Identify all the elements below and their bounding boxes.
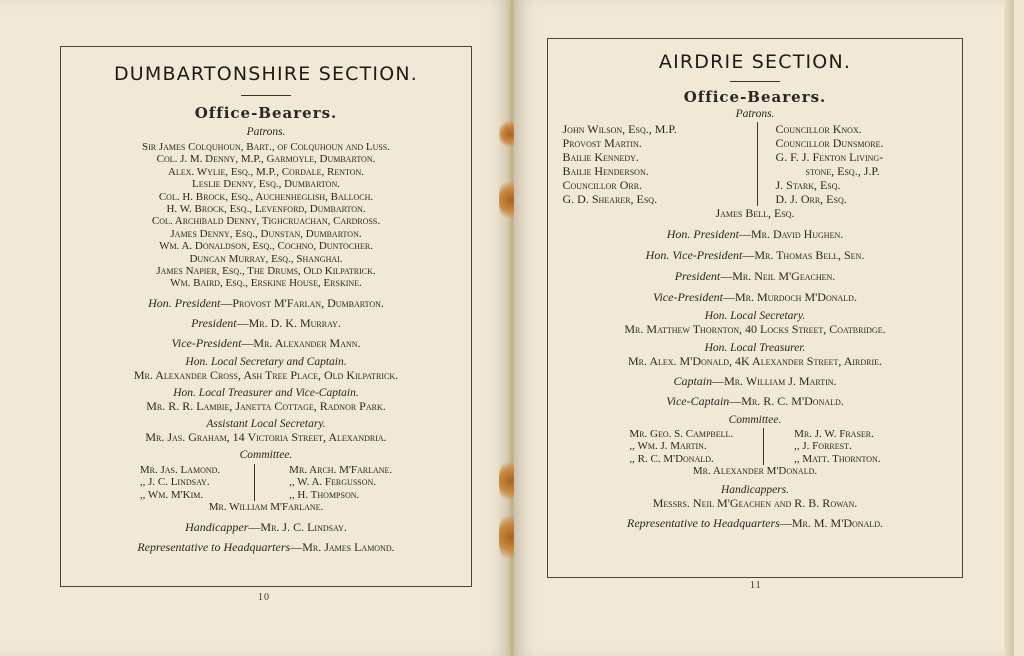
- role-label: Representative to Headquarters: [626, 515, 780, 530]
- committee-member: ,, Wm. M'Kim.: [139, 488, 204, 501]
- role-holder: —Mr. James Lamond.: [290, 539, 395, 554]
- role-holder: —Mr. M. M'Donald.: [779, 515, 884, 530]
- role-holder: —Mr. Murdoch M'Donald.: [723, 290, 857, 304]
- handicappers: Messrs. Neil M'Geachen and R. B. Rowan.: [652, 495, 858, 510]
- committee-columns: [61, 464, 471, 501]
- representative-line: [61, 540, 471, 554]
- committee-left-column: [140, 464, 220, 501]
- patron: Leslie Denny, Esq., Dumbarton.: [192, 178, 340, 191]
- hon-vice-president-line: [548, 248, 962, 262]
- committee-columns: [548, 428, 962, 465]
- hon-treasurer: Mr. R. R. Lambie, Janetta Cottage, Radnor Park.: [146, 398, 386, 413]
- patron: Sir James Colquhoun, Bart., of Colquhoun and Luss.: [141, 141, 390, 153]
- role-holder: —Provost M'Farlan, Dumbarton.: [220, 295, 384, 310]
- role-label: President: [191, 315, 237, 330]
- role-holder: —Mr. R. C. M'Donald.: [729, 394, 844, 408]
- hon-secretary-heading: Hon. Local Secretary.: [704, 310, 806, 322]
- patron-continuation: stone, Esq., J.P.: [805, 164, 880, 178]
- role-label: Vice-President: [171, 335, 242, 350]
- page-number: 10: [258, 592, 270, 603]
- title-rule: [241, 95, 291, 96]
- page-number: 11: [750, 580, 762, 591]
- committee-member: ,, J. Forrest.: [794, 440, 852, 453]
- patrons-last: James Bell, Esq.: [715, 206, 795, 220]
- president-line: [548, 269, 962, 283]
- patron: Col. J. M. Denny, M.P., Garmoyle, Dumbarton.: [156, 153, 376, 166]
- patrons-left-column: [563, 122, 753, 206]
- patrons-heading: Patrons.: [246, 126, 286, 138]
- patron: Wm. Baird, Esq., Erskine House, Erskine.: [170, 277, 362, 290]
- committee-heading: Committee.: [728, 414, 782, 426]
- patron: J. Stark, Esq.: [775, 178, 841, 192]
- role-label: Hon. Vice-President: [645, 248, 743, 262]
- committee-member: Mr. Arch. M'Farlane.: [289, 463, 393, 476]
- committee-right-column: [289, 464, 392, 501]
- patron: Bailie Henderson.: [562, 164, 649, 178]
- column-divider: [254, 464, 255, 501]
- president-line: [61, 316, 471, 330]
- patron: G. D. Shearer, Esq.: [562, 192, 658, 206]
- committee-member: ,, J. C. Lindsay.: [139, 476, 210, 489]
- representative-line: [548, 516, 962, 530]
- hon-treasurer: Mr. Alex. M'Donald, 4K Alexander Street, Airdrie.: [627, 354, 883, 368]
- column-divider: [757, 122, 758, 206]
- section-title: DUMBARTONSHIRE SECTION.: [113, 63, 419, 85]
- patron: Alex. Wylie, Esq., M.P., Cordale, Renton.: [167, 165, 365, 178]
- patrons-columns: [548, 122, 962, 206]
- role-holder: —Mr. Neil M'Geachen.: [720, 269, 836, 283]
- role-label: President: [674, 269, 721, 283]
- committee-member: ,, H. Thompson.: [289, 488, 360, 501]
- role-label: Handicapper: [185, 519, 249, 534]
- hon-president-line: [548, 227, 962, 241]
- role-label: Captain: [673, 374, 713, 388]
- vice-captain-line: [548, 394, 962, 408]
- patron: D. J. Orr, Esq.: [775, 192, 847, 206]
- committee-member: Mr. J. W. Fraser.: [794, 428, 874, 440]
- hon-treasurer-heading: Hon. Local Treasurer and Vice-Captain.: [173, 386, 359, 399]
- patron: Councillor Dunsmore.: [775, 136, 884, 150]
- vice-president-line: [548, 290, 962, 304]
- role-label: Hon. President: [666, 227, 739, 241]
- committee-member: ,, W. A. Fergusson.: [289, 476, 377, 489]
- role-holder: —Mr. Thomas Bell, Sen.: [742, 248, 865, 262]
- committee-last-member: Mr. William M'Farlane.: [208, 501, 324, 514]
- left-page: [0, 0, 510, 656]
- committee-member: Mr. Geo. S. Campbell.: [629, 428, 734, 440]
- role-label: Representative to Headquarters: [137, 539, 291, 554]
- patron: Bailie Kennedy.: [562, 150, 639, 164]
- patron: Councillor Knox.: [775, 122, 862, 136]
- patron: James Denny, Esq., Dunstan, Dumbarton.: [170, 227, 362, 240]
- role-label: Vice-Captain: [666, 394, 730, 408]
- patron: James Napier, Esq., The Drums, Old Kilpatrick.: [156, 265, 376, 278]
- committee-right-column: [794, 428, 880, 465]
- page-edge: [1004, 0, 1014, 656]
- handicappers-heading: Handicappers.: [720, 483, 790, 496]
- role-label: Hon. President: [148, 295, 221, 310]
- patron: Col. Archibald Denny, Tighcruachan, Cardross.: [151, 215, 381, 228]
- patron: Col. H. Brock, Esq., Auchenheglish, Balloch.: [158, 190, 374, 203]
- hon-secretary: Mr. Matthew Thornton, 40 Locks Street, Coatbridge.: [624, 322, 886, 336]
- role-holder: —Mr. William J. Martin.: [712, 374, 837, 388]
- patron: Councillor Orr.: [562, 178, 643, 192]
- patron: John Wilson, Esq., M.P.: [562, 122, 677, 136]
- hon-secretary-heading: Hon. Local Secretary and Captain.: [185, 355, 347, 368]
- role-holder: —Mr. Alexander Mann.: [241, 335, 361, 350]
- asst-secretary-heading: Assistant Local Secretary.: [206, 417, 326, 430]
- patrons-list: [61, 141, 471, 290]
- committee-member: Mr. Jas. Lamond.: [139, 463, 221, 476]
- hon-treasurer-heading: Hon. Local Treasurer.: [704, 342, 806, 354]
- patron: H. W. Brock, Esq., Levenford, Dumbarton.: [166, 203, 366, 216]
- asst-secretary: Mr. Jas. Graham, 14 Victoria Street, Alexandria.: [145, 429, 387, 444]
- committee-member: ,, R. C. M'Donald.: [629, 452, 714, 465]
- committee-heading: Committee.: [239, 448, 293, 461]
- hon-secretary: Mr. Alexander Cross, Ash Tree Place, Old Kilpatrick.: [133, 367, 399, 382]
- vice-president-line: [61, 336, 471, 350]
- office-bearers-heading: Office-Bearers.: [683, 88, 827, 106]
- office-bearers-heading: Office-Bearers.: [194, 104, 338, 122]
- section-title: AIRDRIE SECTION.: [658, 51, 852, 73]
- patrons-right-column: [776, 122, 948, 206]
- patron: Provost Martin.: [562, 136, 642, 150]
- left-page-frame: [60, 46, 472, 587]
- title-rule: [730, 81, 780, 82]
- committee-last-member: Mr. Alexander M'Donald.: [692, 465, 818, 478]
- role-holder: —Mr. D. K. Murray.: [236, 315, 341, 330]
- role-holder: —Mr. David Hughen.: [738, 227, 844, 241]
- patron: Wm. A. Donaldson, Esq., Cochno, Duntocher.: [159, 240, 373, 253]
- role-label: Vice-President: [653, 290, 723, 304]
- hon-president-line: [61, 296, 471, 310]
- captain-line: [548, 374, 962, 388]
- committee-member: ,, Wm. J. Martin.: [629, 440, 707, 453]
- patron: Duncan Murray, Esq., Shanghai.: [189, 252, 343, 265]
- committee-member: ,, Matt. Thornton.: [794, 452, 881, 465]
- handicapper-line: [61, 520, 471, 534]
- column-divider: [763, 428, 764, 465]
- committee-left-column: [629, 428, 733, 465]
- right-page-frame: [547, 38, 963, 578]
- patron: G. F. J. Fenton Living-: [775, 150, 884, 164]
- patrons-heading: Patrons.: [735, 108, 775, 120]
- role-holder: —Mr. J. C. Lindsay.: [248, 519, 347, 534]
